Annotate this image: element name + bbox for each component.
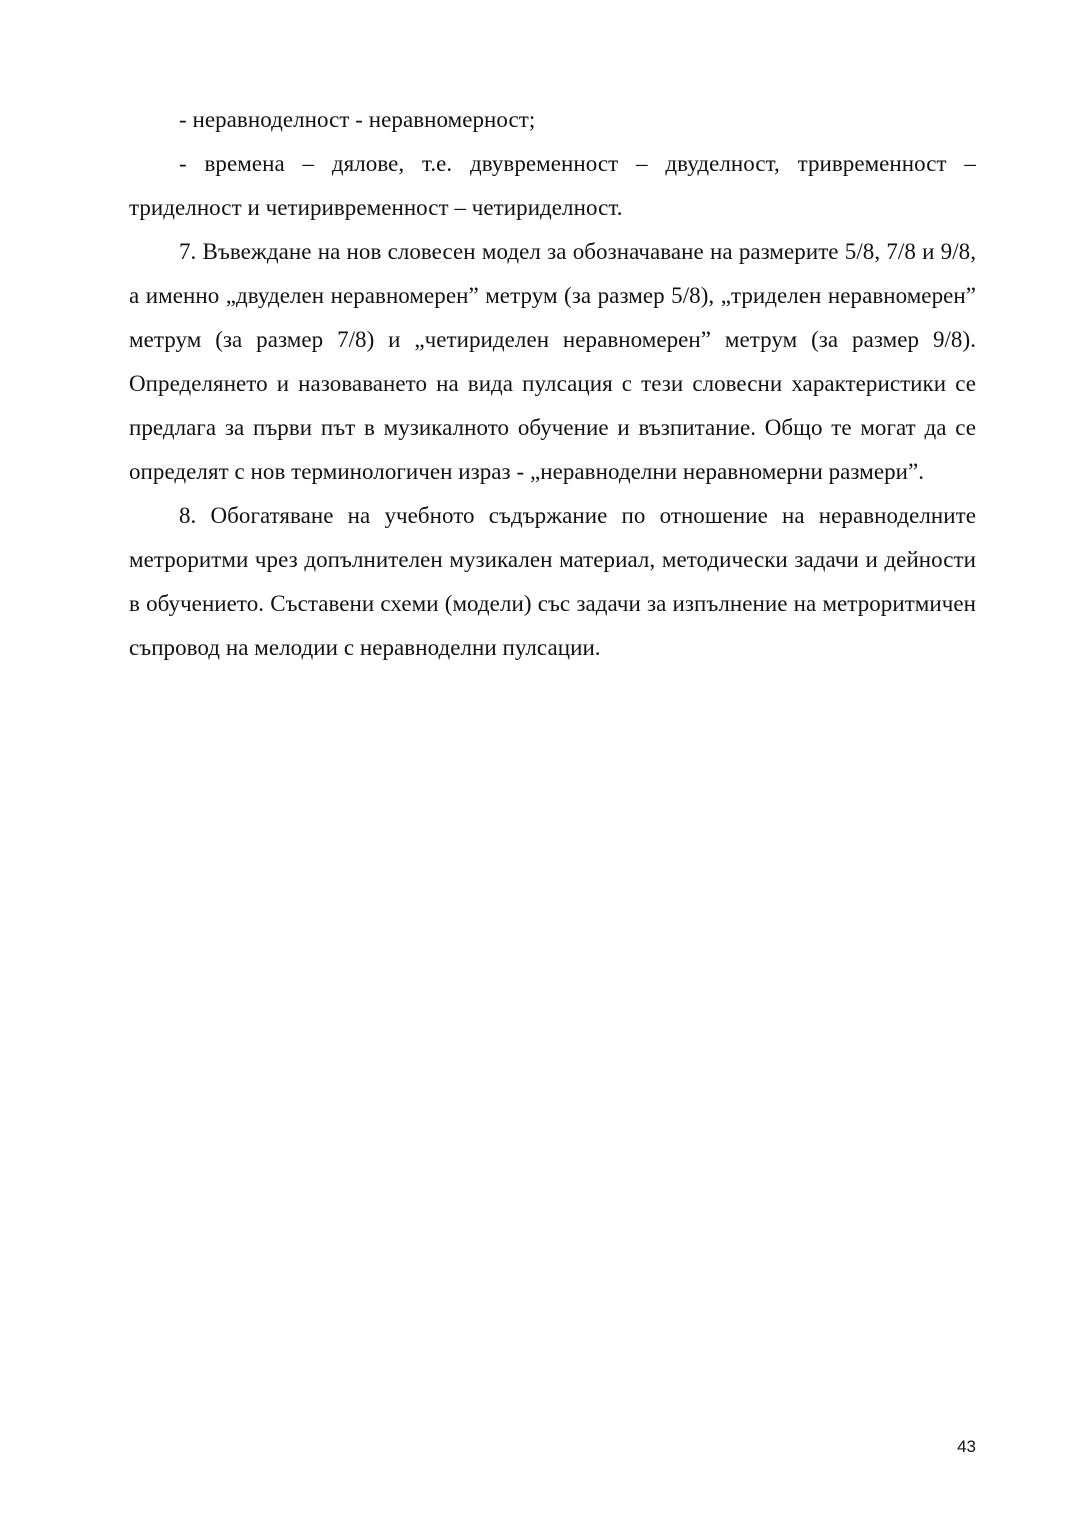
page-number: 43 bbox=[957, 1437, 976, 1456]
paragraph-item-7: 7. Въвеждане на нов словесен модел за обозначаване на размерите 5/8, 7/8 и 9/8, а именно „двуделен неравномерен” метрум (за размер 5/8), „триделен неравномерен” метрум (за размер 7/8) и „четириделен неравномерен” метрум (за размер 9/8). Определянето и назоваването на вида пулсация с тези словесни характеристики се предлага за първи път в музикалното обучение и възпитание. Общо те могат да се определят с нов терминологичен израз - „неравноделни неравномерни размери”. bbox=[129, 239, 976, 484]
document-body bbox=[129, 98, 976, 670]
paragraph-beats-parts: - времена – дялове, т.е. двувременност – двуделност, тривременност – триделност и четиривременност – четириделност. bbox=[129, 151, 976, 220]
paragraph-item-8: 8. Обогатяване на учебното съдържание по отношение на неравноделните метроритми чрез допълнителен музикален материал, методически задачи и дейности в обучението. Съставени схеми (модели) със задачи за изпълнение на метроритмичен съпровод на мелодии с неравноделни пулсации. bbox=[129, 503, 976, 660]
paragraph-unequal-division: - неравноделност - неравномерност; bbox=[179, 107, 536, 132]
